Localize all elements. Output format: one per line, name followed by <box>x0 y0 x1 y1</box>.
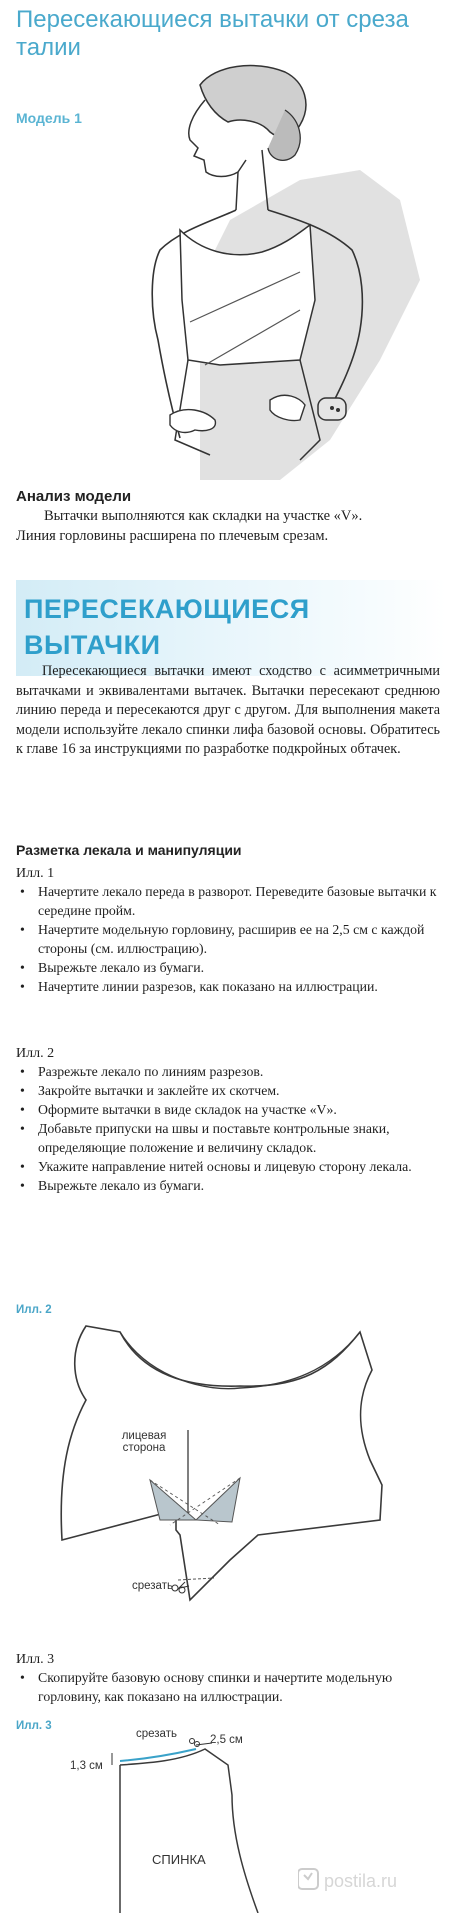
banner-line-1: ПЕРЕСЕКАЮЩИЕСЯ <box>24 594 310 624</box>
markup-heading: Разметка лекала и манипуляции <box>16 842 242 858</box>
pattern-ill2-diagram <box>0 1310 460 1620</box>
scissors-icon <box>172 1582 189 1593</box>
dim-right-label: 2,5 см <box>210 1734 243 1746</box>
scissors-icon <box>190 1739 200 1747</box>
list-item: • Оформите вытачки в виде складок на участке «V». <box>16 1100 440 1119</box>
list-item: • Вырежьте лекало из бумаги. <box>16 958 440 977</box>
analysis-heading: Анализ модели <box>16 488 132 505</box>
ill1-label: Илл. 1 <box>16 866 55 881</box>
dart-left <box>150 1480 196 1520</box>
ill2-label: Илл. 2 <box>16 1046 55 1061</box>
back-piece-label: СПИНКА <box>152 1852 206 1867</box>
ill3-block <box>16 1652 440 1706</box>
watermark-logo <box>298 1861 448 1897</box>
back-neckline <box>120 1749 196 1761</box>
list-item: • Разрежьте лекало по линиям разрезов. <box>16 1062 440 1081</box>
intro-text: Пересекающиеся вытачки имеют сходство с асимметричными вытачками и эквивалентами вытачек. Вытачки пересекают среднюю линию переда и пересекаются друг с другом. Для выполнения макета модели используйте лекало спинки лифа базовой основы. Обратитесь к главе 16 за инструкциями по разработке подкройных обтачек. <box>16 663 440 757</box>
face-side-line-1: лицевая <box>121 1430 167 1442</box>
ill1-block <box>16 866 440 996</box>
list-item: • Начертите модельную горловину, расширив ее на 2,5 см с каждой стороны (см. иллюстрацию). <box>16 920 440 958</box>
banner-title <box>24 591 424 663</box>
list-item: • Добавьте припуски на швы и поставьте контрольные знаки, определяющие положение и величину складок. <box>16 1119 440 1157</box>
analysis-text <box>16 506 436 546</box>
list-item: • Вырежьте лекало из бумаги. <box>16 1176 440 1195</box>
banner-line-2: ВЫТАЧКИ <box>24 630 161 660</box>
analysis-line: Линия горловины расширена по плечевым срезам. <box>16 528 329 544</box>
pattern-outline <box>61 1326 382 1600</box>
ill3-label: Илл. 3 <box>16 1652 55 1667</box>
svg-text:postila.ru: postila.ru <box>324 1871 398 1891</box>
intro-paragraph <box>16 662 440 760</box>
list-item: • Начертите лекало переда в разворот. Переведите базовые вытачки к середине пройм. <box>16 882 440 920</box>
face-side-label <box>114 1430 174 1454</box>
pattern-neckline <box>120 1332 360 1389</box>
ill2-block <box>16 1046 440 1195</box>
back-outline <box>120 1749 258 1913</box>
dart-right <box>196 1478 240 1522</box>
ill2-steps <box>16 1062 440 1195</box>
face-side-line-2: сторона <box>122 1442 166 1454</box>
figure-ill3-label: Илл. 3 <box>16 1720 52 1732</box>
cut-label-ill3: срезать <box>136 1728 177 1740</box>
list-item: • Укажите направление нитей основы и лицевую сторону лекала. <box>16 1157 440 1176</box>
analysis-line: Вытачки выполняются как складки на участке «V». <box>44 508 363 524</box>
figure-ill2-label: Илл. 2 <box>16 1304 52 1316</box>
list-item: • Начертите линии разрезов, как показано на иллюстрации. <box>16 977 440 996</box>
ill3-steps <box>16 1668 440 1706</box>
list-item: • Скопируйте базовую основу спинки и начертите модельную горловину, как показано на иллюстрации. <box>16 1668 440 1706</box>
page-title: Пересекающиеся вытачки от среза талии <box>16 6 409 61</box>
list-item: • Закройте вытачки и заклейте их скотчем. <box>16 1081 440 1100</box>
ill1-steps <box>16 882 440 996</box>
dim-left-label: 1,3 см <box>70 1760 103 1772</box>
model-label: Модель 1 <box>16 110 82 126</box>
cut-label: срезать <box>132 1580 173 1592</box>
